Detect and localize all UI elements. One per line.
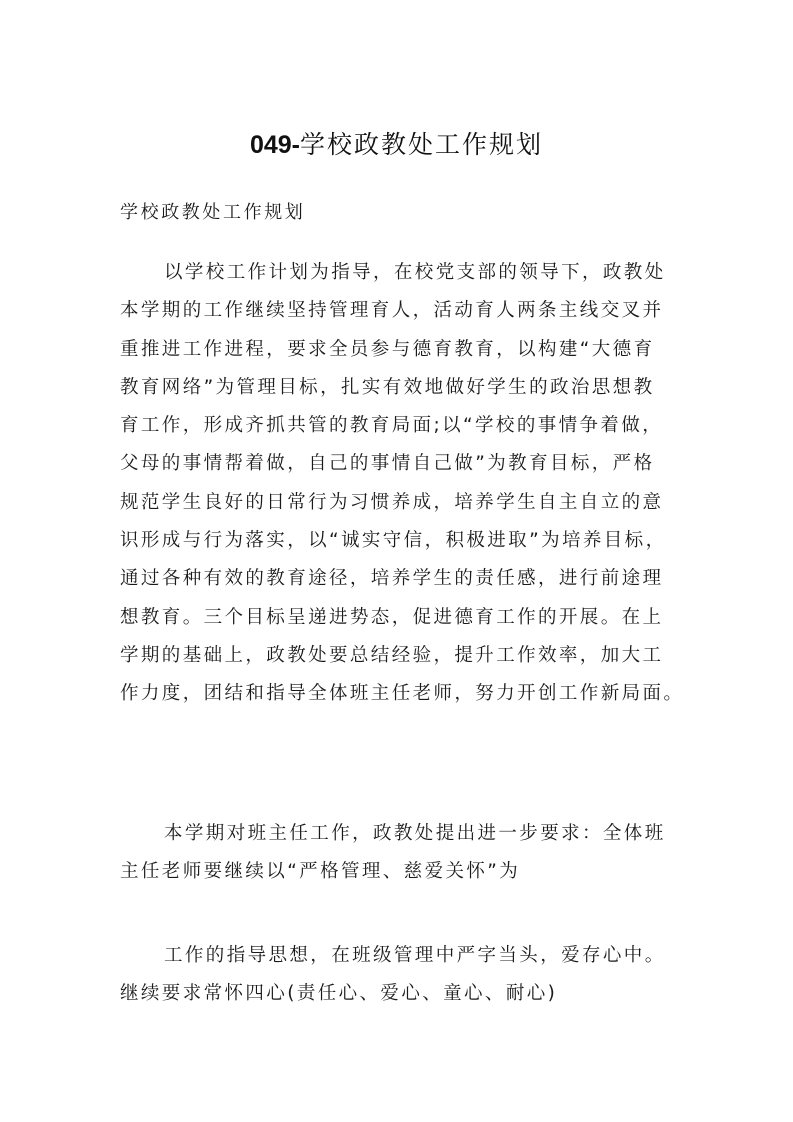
- paragraph-line: 规范学生良好的日常行为习惯养成，培养学生自主自立的意: [120, 491, 664, 513]
- document-title: [0, 127, 793, 163]
- paragraph-1: [120, 254, 685, 714]
- paragraph-line: 主任老师要继续以“严格管理、慈爱关怀”为: [120, 861, 521, 883]
- paragraph-line: 重推进工作进程，要求全员参与德育教育，以构建“大德育: [120, 338, 655, 360]
- paragraph-line: 以学校工作计划为指导，在校党支部的领导下，政教处: [164, 262, 666, 283]
- paragraph-line: 识形成与行为落实，以“诚实守信，积极进取”为培养目标，: [120, 530, 667, 552]
- paragraph-line: 继续要求常怀四心(责任心、爱心、童心、耐心): [120, 983, 558, 1005]
- document-subtitle: 学校政教处工作规划: [120, 202, 306, 223]
- paragraph-line: 本学期对班主任工作，政教处提出进一步要求：全体班: [164, 823, 666, 844]
- paragraph-line: 学期的基础上，政教处要总结经验，提升工作效率，加大工: [120, 644, 664, 666]
- paragraph-3: [120, 937, 680, 1014]
- paragraph-line: 工作的指导思想，在班级管理中严字当头，爱存心中。: [164, 945, 666, 966]
- title-number: 049-: [249, 131, 301, 159]
- paragraph-line: 通过各种有效的教育途径，培养学生的责任感，进行前途理: [120, 568, 664, 590]
- title-text: 学校政教处工作规划: [300, 130, 544, 159]
- paragraph-line: 作力度，团结和指导全体班主任老师，努力开创工作新局面。: [120, 683, 685, 705]
- paragraph-line: 本学期的工作继续坚持管理育人，活动育人两条主线交叉并: [120, 300, 664, 322]
- paragraph-line: 教育网络”为管理目标，扎实有效地做好学生的政治思想教: [120, 376, 655, 398]
- paragraph-2: [120, 815, 680, 892]
- paragraph-line: 育工作，形成齐抓共管的教育局面;以“学校的事情争着做，: [120, 415, 664, 437]
- paragraph-line: 父母的事情帮着做，自己的事情自己做”为教育目标，严格: [120, 453, 655, 475]
- paragraph-line: 想教育。三个目标呈递进势态，促进德育工作的开展。在上: [120, 606, 664, 628]
